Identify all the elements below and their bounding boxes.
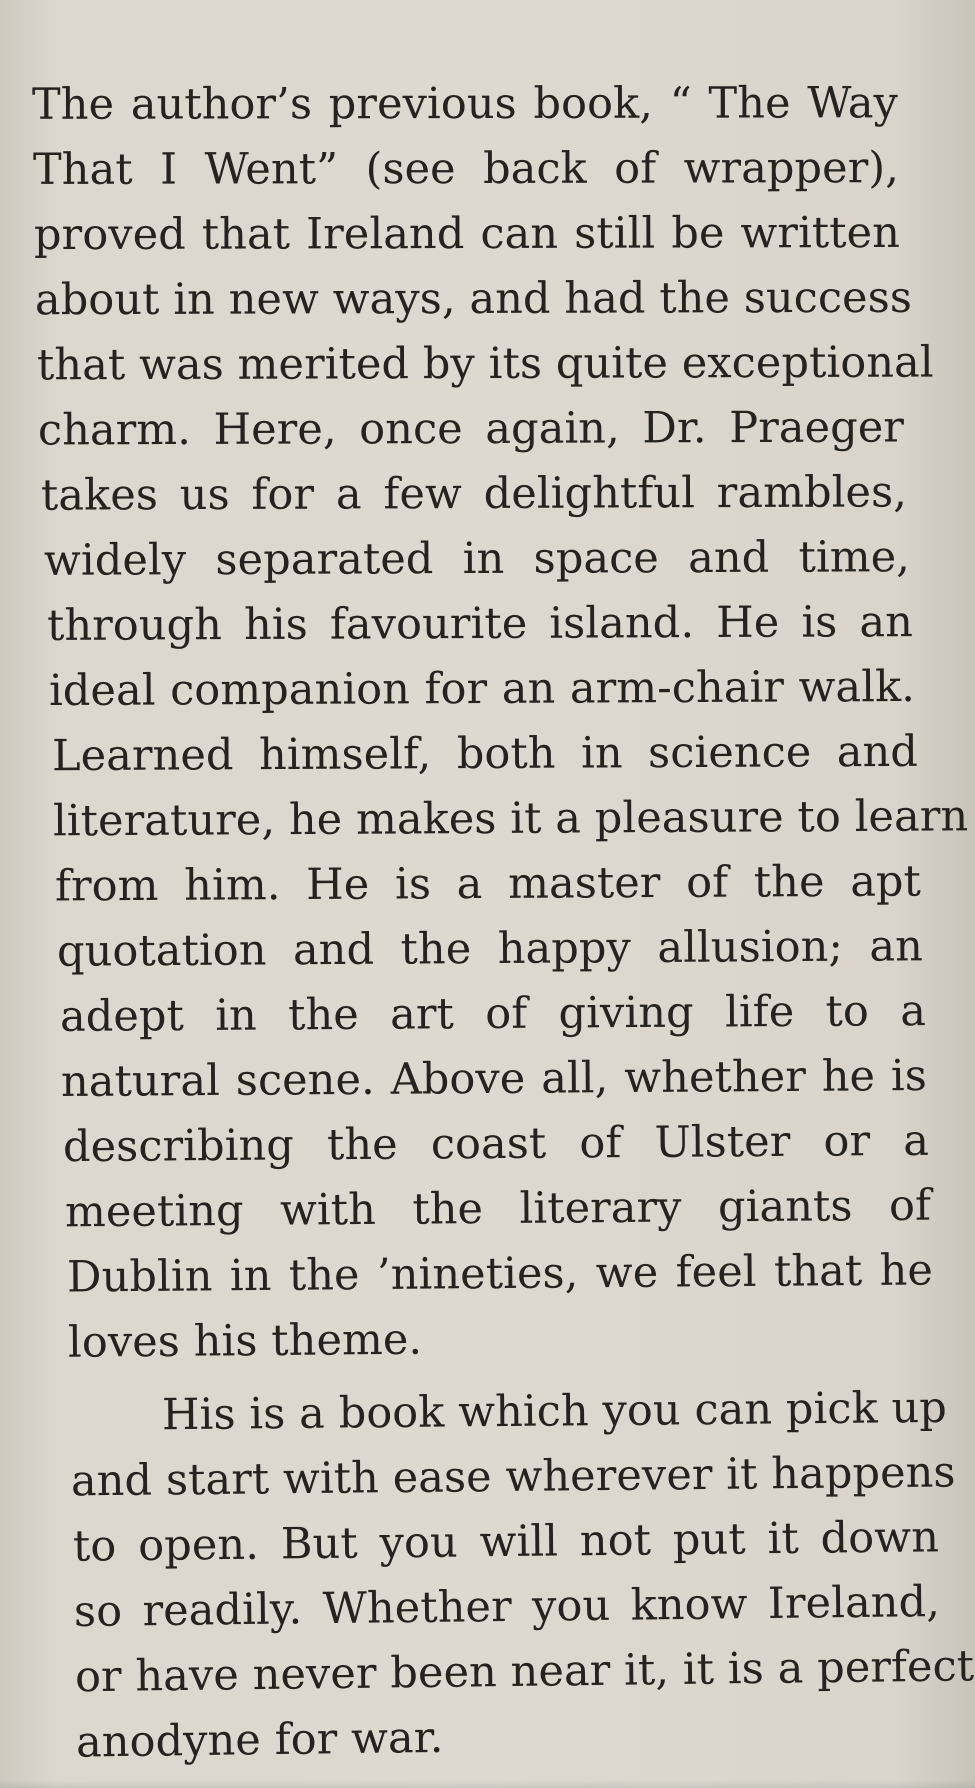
- page-shadow-edge: [0, 1780, 975, 1788]
- text-line: through his favourite island. He is an: [46, 597, 914, 651]
- text-line: ideal companion for an arm-chair walk.: [48, 661, 916, 717]
- text-line: about in new ways, and had the success: [34, 272, 913, 326]
- text-line: takes us for a few delightful rambles,: [40, 467, 908, 521]
- text-line: quotation and the happy allusion; an: [56, 921, 924, 977]
- paragraph-1: [31, 72, 969, 1372]
- text-line: and start with ease wherever it happens: [70, 1447, 956, 1507]
- text-line: His is a book which you can pick up: [161, 1382, 948, 1441]
- text-line: adept in the art of giving life to a: [59, 986, 927, 1042]
- text-line: proved that Ireland can still be written: [33, 207, 901, 261]
- text-line: natural scene. Above all, whether he is: [60, 1050, 928, 1108]
- paragraph-2: [36, 1380, 975, 1770]
- text-line: literature, he makes it a pleasure to learn: [52, 791, 969, 847]
- text-line: to open. But you will not put it down: [72, 1512, 940, 1572]
- text-line: anodyne for war.: [75, 1712, 444, 1768]
- book-blurb-text: [31, 72, 975, 1770]
- text-line: Learned himself, both in science and: [51, 726, 919, 782]
- text-line: loves his theme.: [67, 1314, 423, 1368]
- text-line: That I Went” (see back of wrapper),: [32, 143, 900, 195]
- text-line: Dublin in the ’nineties, we feel that he: [66, 1245, 934, 1303]
- text-line: widely separated in space and time,: [43, 532, 911, 586]
- text-line: that was merited by its quite exceptional: [36, 337, 934, 391]
- text-line: so readily. Whether you know Ireland,: [73, 1577, 941, 1637]
- text-line: The author’s previous book, “ The Way: [31, 78, 899, 130]
- text-line: charm. Here, once again, Dr. Praeger: [37, 402, 905, 456]
- text-line: or have never been near it, it is a perfect: [74, 1641, 975, 1703]
- text-line: describing the coast of Ulster or a: [62, 1115, 930, 1173]
- text-line: from him. He is a master of the apt: [54, 856, 922, 912]
- text-line: meeting with the literary giants of: [64, 1180, 932, 1238]
